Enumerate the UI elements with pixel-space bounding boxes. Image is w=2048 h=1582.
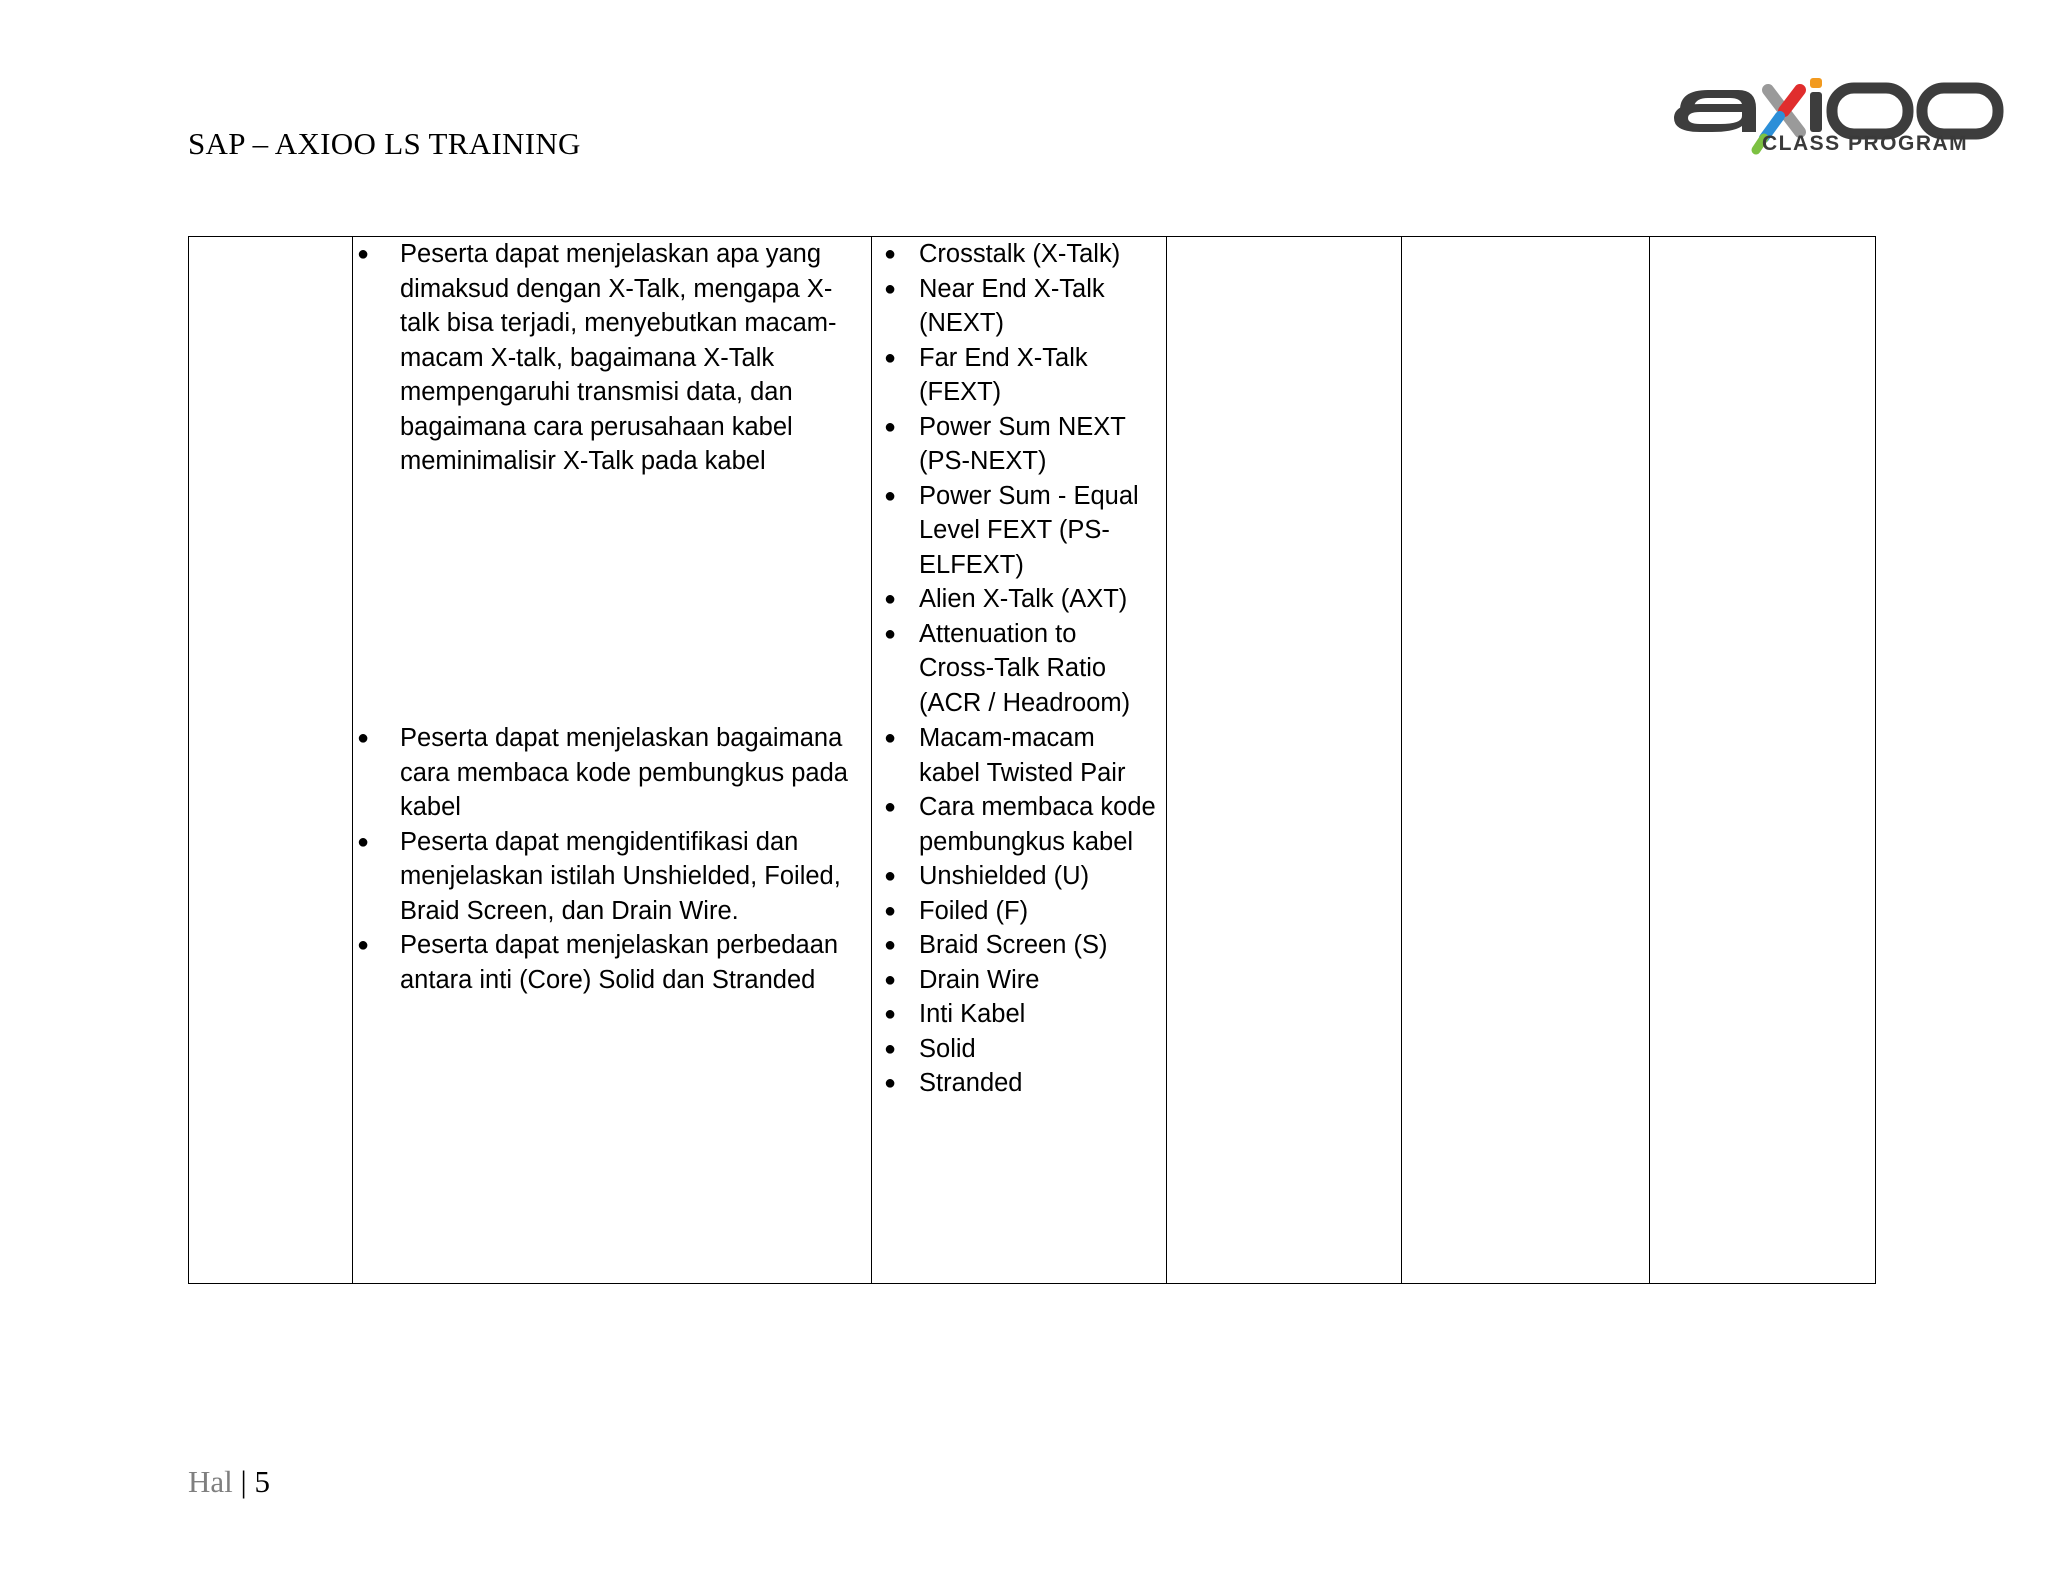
topic-item: ● Crosstalk (X-Talk) [883,240,1121,268]
empty-cell-6 [1650,237,1876,1284]
topic-item: ● Alien X-Talk (AXT) [883,585,1128,613]
topic-item: ● Unshielded (U) [883,862,1090,890]
topics-list-2 [872,721,1166,1101]
page-header-title: SAP – AXIOO LS TRAINING [188,126,581,161]
objectives-cell [353,237,872,1284]
objective-item: ● Peserta dapat menjelaskan apa yang dimaksud dengan X-Talk, mengapa X-talk bisa terjadi, menyebutkan macam-macam X-talk, bagaimana X-Talk mempengaruhi transmisi data, dan bagaimana cara perusahaan kabel meminimalisir X-Talk pada kabel [356,240,837,475]
page-footer [188,1464,270,1500]
topic-item: ● Drain Wire [883,965,1040,994]
objectives-list-2 [353,721,871,997]
topic-item: ● Cara membaca kode pembungkus kabel [883,793,1156,856]
topic-item: ● Power Sum NEXT (PS-NEXT) [883,412,1126,475]
logo-tagline: CLASS PROGRAM [1762,132,1969,155]
footer-separator: | [232,1464,255,1499]
empty-cell-4 [1167,237,1402,1284]
empty-cell-5 [1402,237,1650,1284]
topic-item: ● Macam-macam kabel Twisted Pair [883,724,1126,787]
empty-cell-1 [189,237,353,1284]
topic-item: ● Stranded [883,1069,1023,1097]
topic-item: ● Inti Kabel [883,1000,1026,1028]
objective-item: ● Peserta dapat mengidentifikasi dan menjelaskan istilah Unshielded, Foiled, Braid Screen, dan Drain Wire. [356,827,841,925]
topics-list-1 [872,237,1166,720]
topic-item: ● Solid [883,1034,976,1063]
objectives-list-1 [353,237,871,479]
objective-item: ● Peserta dapat menjelaskan bagaimana cara membaca kode pembungkus pada kabel [356,724,848,821]
axioo-logo [1660,68,2010,168]
topic-item: ● Power Sum - Equal Level FEXT (PS-ELFEXT) [883,481,1139,579]
topics-cell [872,237,1167,1284]
objective-item: ● Peserta dapat menjelaskan perbedaan antara inti (Core) Solid dan Stranded [356,931,839,994]
topic-item: ● Braid Screen (S) [883,931,1108,959]
topic-item: ● Near End X-Talk (NEXT) [883,274,1105,337]
footer-label: Hal [188,1464,233,1499]
topic-item: ● Attenuation to Cross-Talk Ratio (ACR / Headroom) [883,619,1131,717]
page-number: 5 [254,1464,270,1499]
topic-item: ● Far End X-Talk (FEXT) [883,343,1088,406]
topic-item: ● Foiled (F) [883,896,1029,925]
lesson-table [188,236,1876,1284]
